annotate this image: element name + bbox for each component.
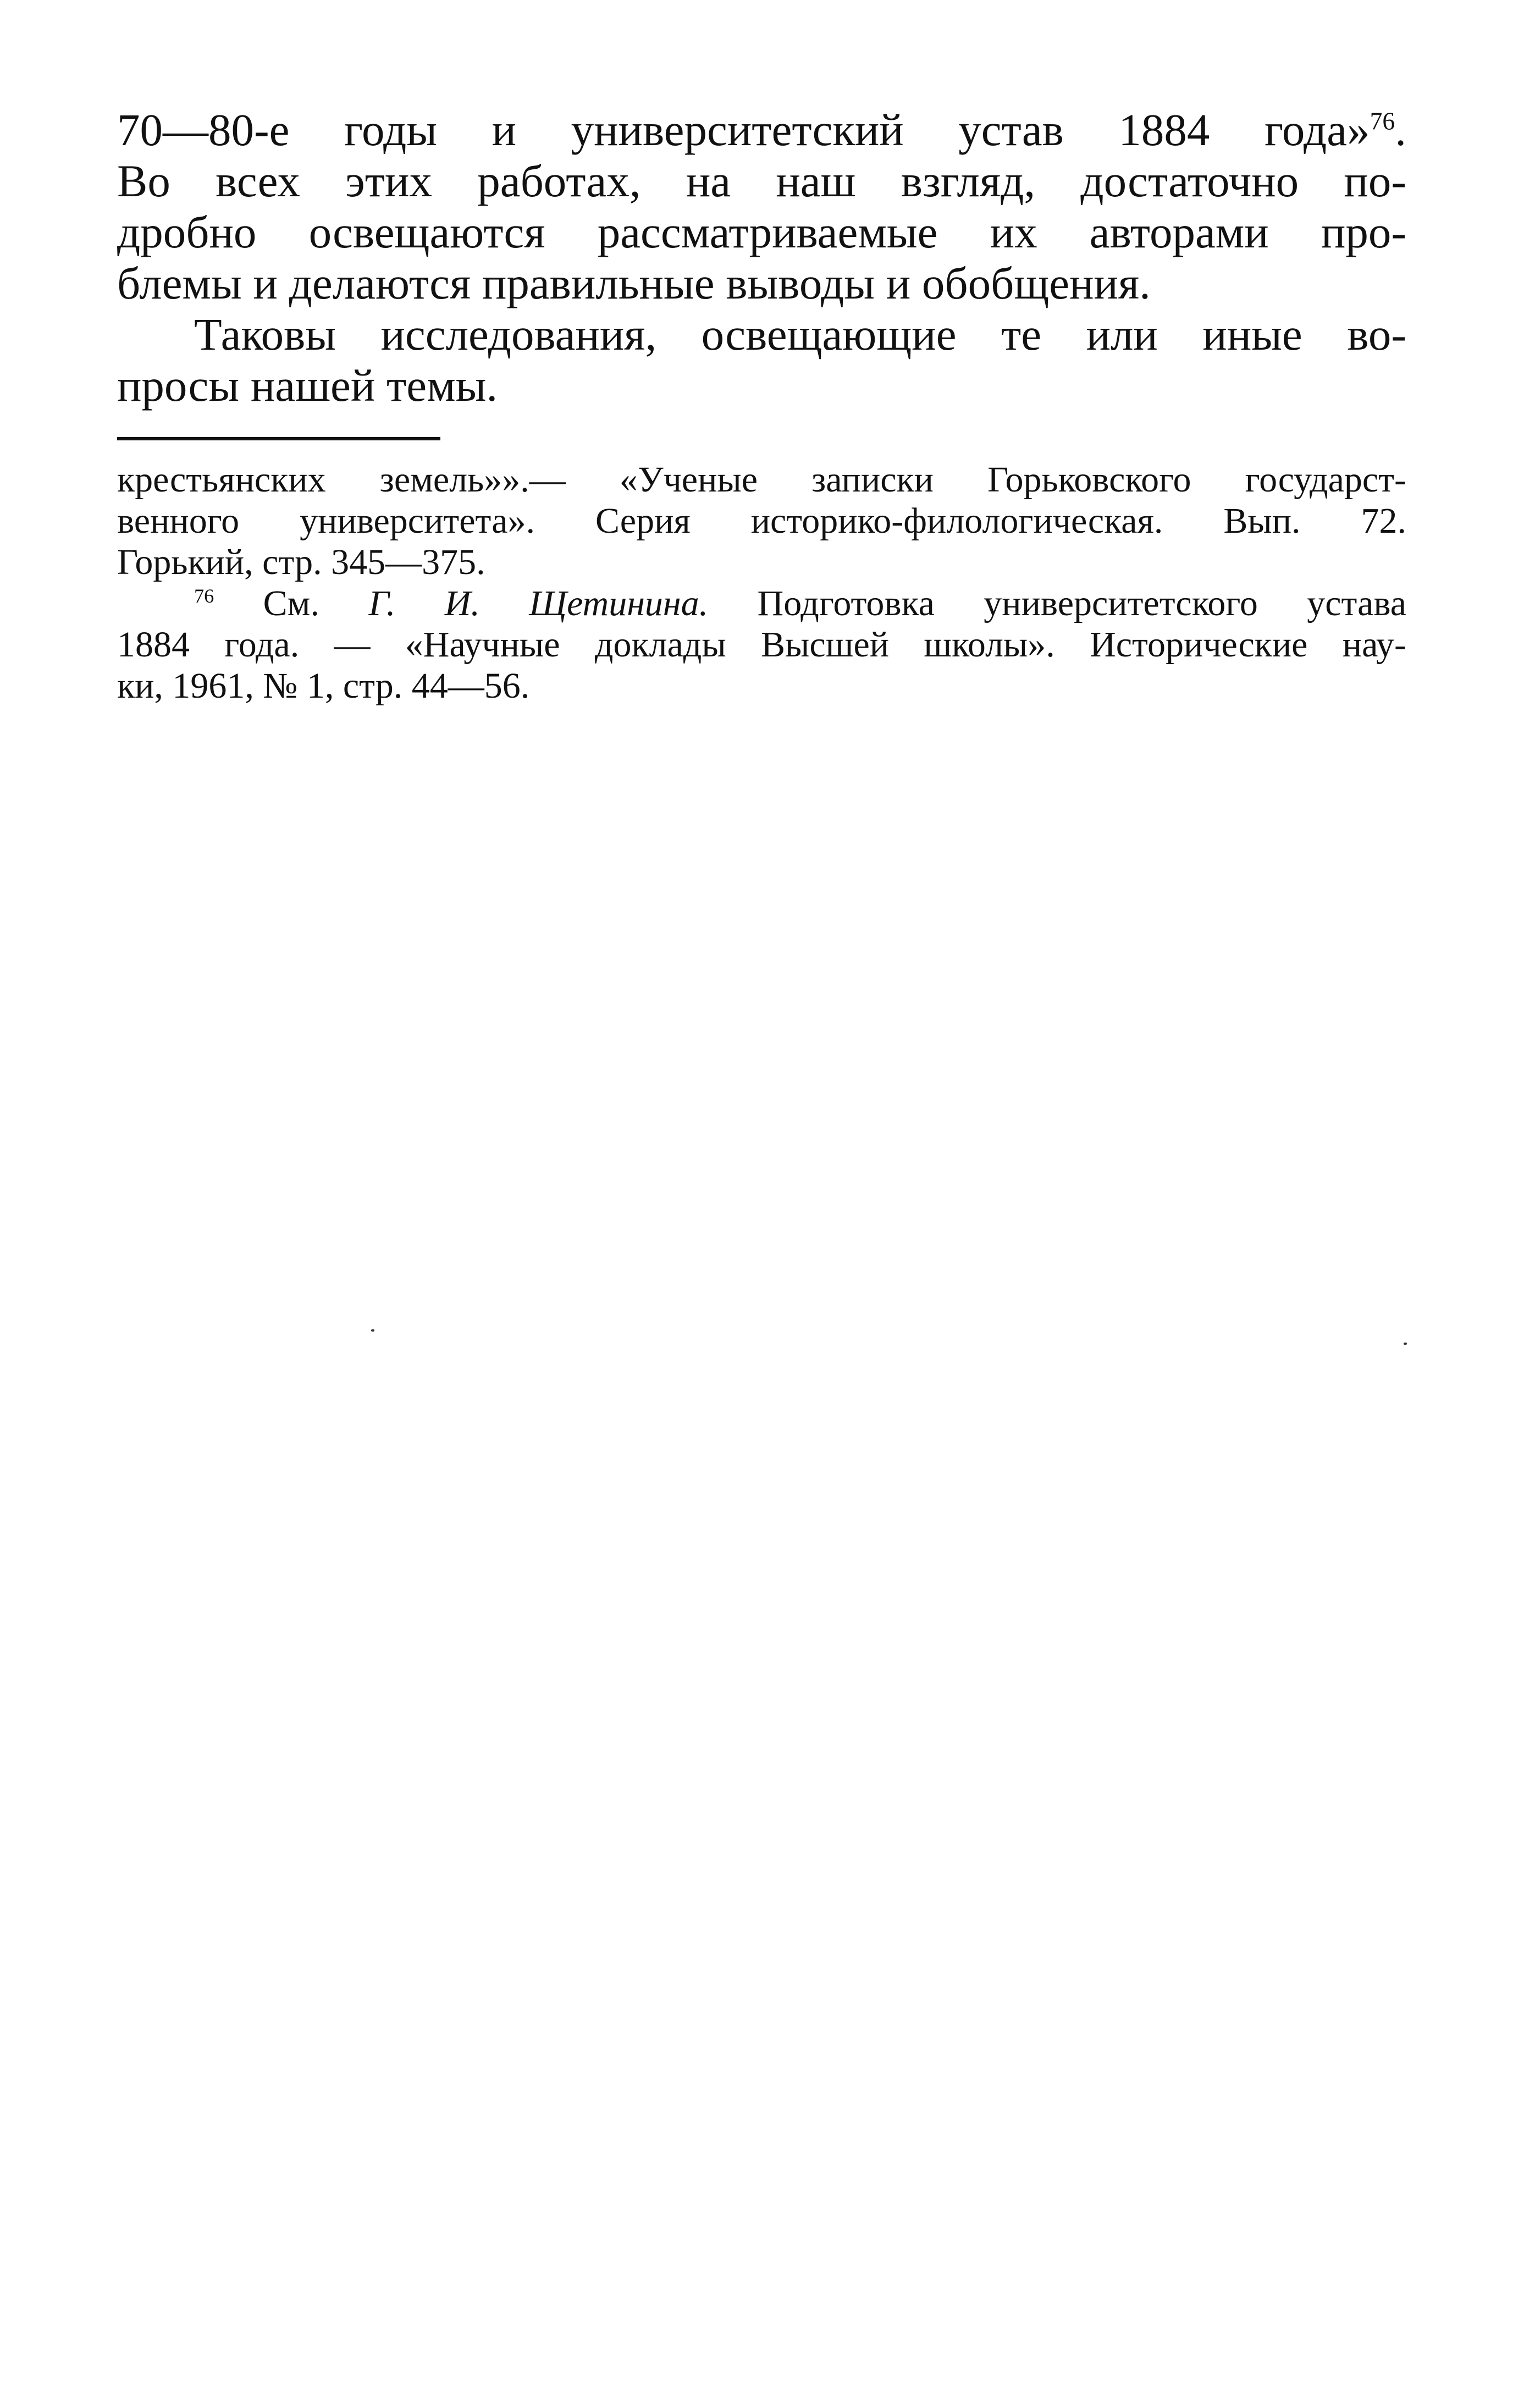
footnote-76-marker: 76 (194, 585, 214, 607)
footnote-76 (117, 583, 1406, 706)
scan-speck (371, 1329, 374, 1332)
paragraph-1-line-1: 70—80-е годы и университетский устав 1884 года»$^{76}$. (117, 104, 1406, 155)
paragraph-1-line-4: блемы и делаются правильные выводы и обобщения. (117, 258, 1151, 308)
paragraph-2-line-2: просы нашей темы. (117, 360, 498, 411)
footnote-76-line-2: 1884 года. — «Научные доклады Высшей школы». Исторические нау- (117, 625, 1406, 665)
footnote-76-author: Г. И. Щетинина. (368, 583, 709, 623)
paragraph-2-line-1: Таковы исследования, освещающие те или иные во- (194, 309, 1406, 360)
footnote-separator (117, 437, 440, 440)
footnote-continuation-line-1: крестьянских земель»».— «Ученые записки Горьковского государст- (117, 460, 1406, 500)
footnote-continuation-line-3: Горький, стр. 345—375. (117, 542, 485, 582)
footnote-continuation-line-2: венного университета». Серия историко-филологическая. Вып. 72. (117, 501, 1406, 541)
footnote-76-line-3: ки, 1961, № 1, стр. 44—56. (117, 666, 530, 706)
paragraph-1 (117, 104, 1406, 309)
footnotes (117, 459, 1406, 706)
paragraph-1-line-2: Во всех этих работах, на наш взгляд, достаточно по- (117, 156, 1406, 206)
paragraph-1-line-3: дробно освещаются рассматриваемые их авторами про- (117, 207, 1406, 257)
footnote-ref-76: 76 (1370, 107, 1395, 135)
paragraph-2 (117, 309, 1406, 411)
footnote-76-line-1: $^{76}$ См. Г. И. Щетинина. Подготовка университетского устава (194, 583, 1407, 623)
main-text (117, 104, 1406, 411)
footnote-continuation (117, 459, 1406, 583)
scan-speck (1404, 1343, 1407, 1345)
